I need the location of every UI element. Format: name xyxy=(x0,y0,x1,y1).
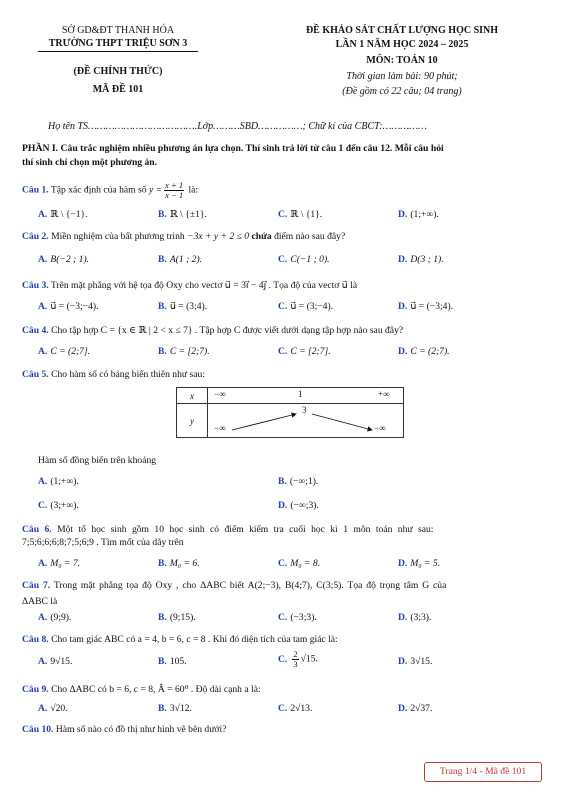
exam-info: (Đề gồm có 22 câu; 04 trang) xyxy=(342,86,462,97)
exam-time: Thời gian làm bài: 90 phút; xyxy=(346,71,458,82)
q4-option-d[interactable]: D. C = (2;7). xyxy=(398,346,450,357)
student-info-line: Họ tên TS……………………………….Lớp………SBD……………; Chữ kí của CBCT:…………… xyxy=(48,121,427,132)
official-label: (ĐỀ CHÍNH THỨC) xyxy=(73,66,163,77)
question-9: Câu 9. Cho ΔABC có b = 6, c = 8, Â = 60⁰ . Độ dài cạnh a là: xyxy=(22,684,261,695)
q3-option-a[interactable]: A. u⃗ = (−3;−4). xyxy=(38,301,99,312)
q1-option-a[interactable]: A. ℝ \ {−1}. xyxy=(38,209,88,220)
q3-option-c[interactable]: C. u⃗ = (3;−4). xyxy=(278,301,334,312)
question-6-cont: 7;5;6;6;6;8;7;5;6;9 . Tìm mốt của dãy trên xyxy=(22,537,184,548)
q2-option-a[interactable]: A. B(−2 ; 1). xyxy=(38,254,90,265)
q4-option-c[interactable]: C. C = [2;7]. xyxy=(278,346,331,357)
y-left-value: −∞ xyxy=(214,423,226,433)
question-4: Câu 4. Cho tập hợp C = {x ∈ ℝ | 2 < x ≤ 7} . Tập hợp C được viết dưới dạng tập hợp nào sau đây? xyxy=(22,325,404,336)
q7-option-b[interactable]: B. (9;15). xyxy=(158,612,196,623)
q6-option-d[interactable]: D. M₀ = 5. xyxy=(398,558,441,569)
q9-option-d[interactable]: D. 2√37. xyxy=(398,703,433,714)
variation-table xyxy=(176,387,404,438)
question-2: Câu 2. Miền nghiệm của bất phương trình −3x + y + 2 ≤ 0 chứa điểm nào sau đây? xyxy=(22,231,346,242)
dept-name: SỞ GD&ĐT THANH HÓA xyxy=(61,25,175,36)
question-1 xyxy=(22,181,198,200)
q4-option-b[interactable]: B. C = [2;7). xyxy=(158,346,210,357)
q5-option-b[interactable]: B. (−∞;1). xyxy=(278,476,319,487)
q3-option-b[interactable]: B. u⃗ = (3;4). xyxy=(158,301,208,312)
q5-option-c[interactable]: C. (3;+∞). xyxy=(38,500,79,511)
school-underline xyxy=(38,51,198,52)
question-10: Câu 10. Hàm số nào có đồ thị như hình vẽ bên dưới? xyxy=(22,724,227,735)
x-left-value: −∞ xyxy=(214,389,226,399)
q9-option-c[interactable]: C. 2√13. xyxy=(278,703,313,714)
variation-arrows xyxy=(208,404,406,438)
question-tail: là: xyxy=(188,184,199,196)
y-peak-value: 3 xyxy=(302,405,307,415)
question-7: Câu 7. Trong mặt phẳng tọa độ Oxy , cho ΔABC biết A(2;−3), B(4;7), C(3;5). Tọa độ trọng tâm G của xyxy=(22,580,447,591)
q8-option-b[interactable]: B. 105. xyxy=(158,656,187,667)
question-7-cont: ΔABC là xyxy=(22,596,58,607)
question-6: Câu 6. Một tổ học sinh gồm 10 học sinh có điểm kiểm tra cuối học kì 1 môn toán như sau: xyxy=(22,524,434,535)
q7-option-a[interactable]: A. (9;9). xyxy=(38,612,72,623)
exam-code: MÃ ĐỀ 101 xyxy=(92,84,144,95)
question-label: Câu 1. xyxy=(22,184,49,196)
q2-option-c[interactable]: C. C(−1 ; 0). xyxy=(278,254,330,265)
q2-option-d[interactable]: D. D(3 ; 1). xyxy=(398,254,444,265)
part1-title: PHẦN I. Câu trắc nghiệm nhiều phương án lựa chọn. Thí sinh trả lời từ câu 1 đến câu 12. Mỗi câu hỏi xyxy=(22,143,444,154)
function-lhs: y = xyxy=(148,184,163,196)
q4-option-a[interactable]: A. C = (2;7]. xyxy=(38,346,91,357)
q1-option-d[interactable]: D. (1;+∞). xyxy=(398,209,439,220)
x-right-value: +∞ xyxy=(378,389,390,399)
q5-option-d[interactable]: D. (−∞;3). xyxy=(278,500,319,511)
q2-option-b[interactable]: B. A(1 ; 2). xyxy=(158,254,203,265)
q8-option-d[interactable]: D. 3√15. xyxy=(398,656,433,667)
function-fraction: $\frac{x + 1}{x - 1}$ xyxy=(165,180,184,200)
q5-option-a[interactable]: A. (1;+∞). xyxy=(38,476,79,487)
part1-title-cont: thí sinh chỉ chọn một phương án. xyxy=(22,157,158,168)
q7-option-d[interactable]: D. (3;3). xyxy=(398,612,432,623)
q5-question: Hàm số đồng biến trên khoảng xyxy=(38,455,157,466)
subject: MÔN: TOÁN 10 xyxy=(366,55,438,66)
page-footer: Trang 1/4 - Mã đề 101 xyxy=(424,762,542,782)
question-8: Câu 8. Cho tam giác ABC có a = 4, b = 6, c = 8 . Khi đó diện tích của tam giác là: xyxy=(22,634,338,645)
q6-option-b[interactable]: B. M₀ = 6. xyxy=(158,558,200,569)
q6-option-a[interactable]: A. M₀ = 7. xyxy=(38,558,81,569)
q3-option-d[interactable]: D. u⃗ = (−3;4). xyxy=(398,301,454,312)
question-text: Tập xác định của hàm số xyxy=(50,184,147,196)
q8-option-a[interactable]: A. 9√15. xyxy=(38,656,73,667)
table-x-label: x xyxy=(177,388,208,404)
q6-option-c[interactable]: C. M₀ = 8. xyxy=(278,558,321,569)
x-mid-value: 1 xyxy=(298,389,303,399)
q9-option-b[interactable]: B. 3√12. xyxy=(158,703,192,714)
q7-option-c[interactable]: C. (−3;3). xyxy=(278,612,317,623)
q9-option-a[interactable]: A. √20. xyxy=(38,703,68,714)
exam-session: LẦN 1 NĂM HỌC 2024 – 2025 xyxy=(335,39,469,50)
table-y-label: y xyxy=(177,404,208,438)
exam-title: ĐỀ KHẢO SÁT CHẤT LƯỢNG HỌC SINH xyxy=(305,25,499,36)
q1-option-c[interactable]: C. ℝ \ {1}. xyxy=(278,209,323,220)
question-3: Câu 3. Trên mặt phẳng với hệ tọa độ Oxy cho vectơ u⃗ = 3i⃗ − 4j⃗ . Tọa độ của vectơ u⃗ là xyxy=(22,280,358,291)
q8-option-c[interactable]: C. $\frac{2}{3}$ √15. xyxy=(278,649,318,669)
question-5: Câu 5. Cho hàm số có bảng biến thiên như sau: xyxy=(22,369,205,380)
school-name: TRƯỜNG THPT TRIỆU SƠN 3 xyxy=(48,38,188,49)
y-right-value: −∞ xyxy=(374,423,386,433)
q1-option-b[interactable]: B. ℝ \ {±1}. xyxy=(158,209,207,220)
